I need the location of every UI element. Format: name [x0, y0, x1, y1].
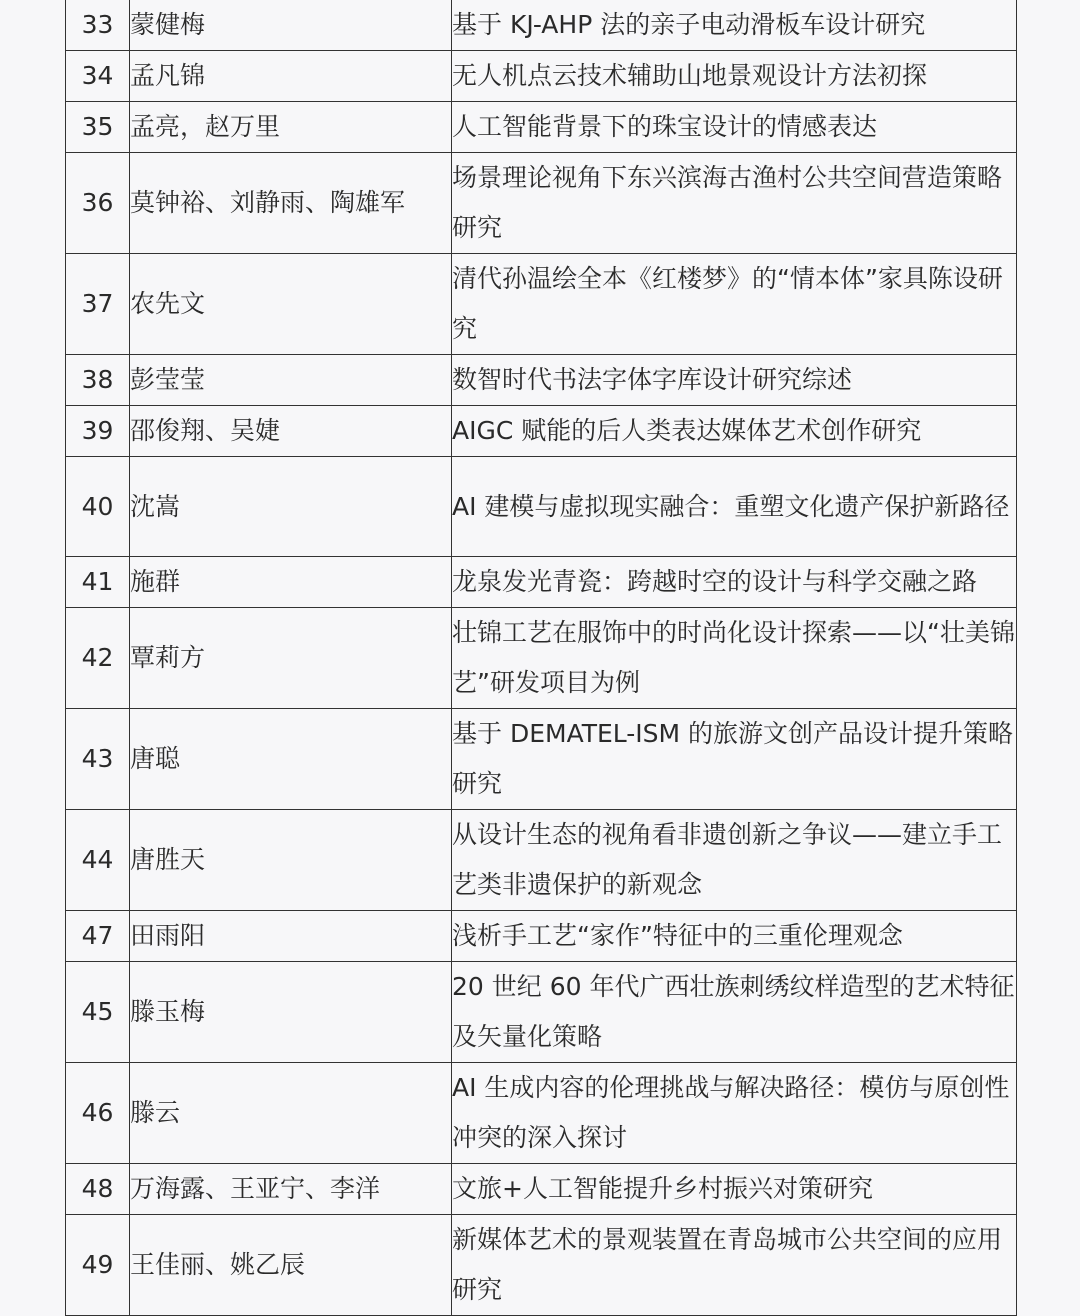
title-cell [452, 557, 1017, 608]
table-row [66, 1063, 1017, 1164]
row-number: 43 [66, 709, 130, 810]
row-number: 38 [66, 355, 130, 406]
table-row [66, 709, 1017, 810]
table-row [66, 962, 1017, 1063]
row-number: 42 [66, 608, 130, 709]
title-cell [452, 911, 1017, 962]
table-row [66, 254, 1017, 355]
table-row [66, 406, 1017, 457]
title-cell [452, 962, 1017, 1063]
paper-title: AIGC 赋能的后人类表达媒体艺术创作研究 [452, 416, 922, 445]
table-row [66, 355, 1017, 406]
row-number: 44 [66, 810, 130, 911]
paper-title: 人工智能背景下的珠宝设计的情感表达 [452, 112, 878, 141]
paper-title: 基于 DEMATEL-ISM 的旅游文创产品设计提升策略研究 [452, 719, 1014, 798]
author-cell: 滕云 [130, 1063, 452, 1164]
paper-title: 文旅+人工智能提升乡村振兴对策研究 [452, 1174, 873, 1203]
row-number: 48 [66, 1164, 130, 1215]
paper-title: 从设计生态的视角看非遗创新之争议——建立手工艺类非遗保护的新观念 [452, 820, 1003, 899]
title-cell [452, 810, 1017, 911]
title-cell [452, 1215, 1017, 1316]
table-row [66, 153, 1017, 254]
title-cell [452, 1164, 1017, 1215]
paper-title: 龙泉发光青瓷：跨越时空的设计与科学交融之路 [452, 567, 978, 596]
paper-title: 20 世纪 60 年代广西壮族刺绣纹样造型的艺术特征及矢量化策略 [452, 972, 1015, 1051]
author-cell: 彭莹莹 [130, 355, 452, 406]
paper-title: 新媒体艺术的景观装置在青岛城市公共空间的应用研究 [452, 1225, 1003, 1304]
paper-title: 场景理论视角下东兴滨海古渔村公共空间营造策略研究 [452, 163, 1003, 242]
author-cell: 蒙健梅 [130, 0, 452, 51]
table-row [66, 102, 1017, 153]
author-cell: 孟亮，赵万里 [130, 102, 452, 153]
row-number: 34 [66, 51, 130, 102]
title-cell [452, 608, 1017, 709]
paper-title: AI 生成内容的伦理挑战与解决路径：模仿与原创性冲突的深入探讨 [452, 1073, 1010, 1152]
table-row [66, 911, 1017, 962]
table-row [66, 51, 1017, 102]
author-cell: 田雨阳 [130, 911, 452, 962]
paper-title: 无人机点云技术辅助山地景观设计方法初探 [452, 61, 928, 90]
row-number: 49 [66, 1215, 130, 1316]
paper-title: 壮锦工艺在服饰中的时尚化设计探索——以“壮美锦艺”研发项目为例 [452, 618, 1015, 697]
title-cell [452, 153, 1017, 254]
title-cell [452, 709, 1017, 810]
author-cell: 唐聪 [130, 709, 452, 810]
author-cell: 唐胜天 [130, 810, 452, 911]
paper-title: 数智时代书法字体字库设计研究综述 [452, 365, 853, 394]
row-number: 40 [66, 457, 130, 557]
author-cell: 万海露、王亚宁、李洋 [130, 1164, 452, 1215]
paper-title: 浅析手工艺“家作”特征中的三重伦理观念 [452, 921, 903, 950]
row-number: 45 [66, 962, 130, 1063]
author-cell: 沈嵩 [130, 457, 452, 557]
title-cell [452, 355, 1017, 406]
author-cell: 农先文 [130, 254, 452, 355]
title-cell [452, 254, 1017, 355]
paper-title: 清代孙温绘全本《红楼梦》的“情本体”家具陈设研究 [452, 264, 1003, 343]
papers-table [65, 0, 1017, 1316]
row-number: 35 [66, 102, 130, 153]
table-row [66, 1215, 1017, 1316]
title-cell [452, 102, 1017, 153]
table-row [66, 608, 1017, 709]
author-cell: 邵俊翔、吴婕 [130, 406, 452, 457]
paper-title: 基于 KJ-AHP 法的亲子电动滑板车设计研究 [452, 10, 926, 39]
row-number: 39 [66, 406, 130, 457]
row-number: 36 [66, 153, 130, 254]
title-cell [452, 51, 1017, 102]
author-cell: 施群 [130, 557, 452, 608]
row-number: 46 [66, 1063, 130, 1164]
table-row [66, 810, 1017, 911]
title-cell [452, 457, 1017, 557]
paper-title: AI 建模与虚拟现实融合：重塑文化遗产保护新路径 [452, 491, 1010, 521]
author-cell: 滕玉梅 [130, 962, 452, 1063]
table-row [66, 557, 1017, 608]
row-number: 33 [66, 0, 130, 51]
author-cell: 孟凡锦 [130, 51, 452, 102]
author-cell: 王佳丽、姚乙辰 [130, 1215, 452, 1316]
row-number: 37 [66, 254, 130, 355]
row-number: 47 [66, 911, 130, 962]
author-cell: 莫钟裕、刘静雨、陶雄军 [130, 153, 452, 254]
table-row [66, 0, 1017, 51]
row-number: 41 [66, 557, 130, 608]
title-cell [452, 0, 1017, 51]
table-row [66, 1164, 1017, 1215]
author-cell: 覃莉方 [130, 608, 452, 709]
title-cell [452, 406, 1017, 457]
title-cell [452, 1063, 1017, 1164]
table-row [66, 457, 1017, 557]
